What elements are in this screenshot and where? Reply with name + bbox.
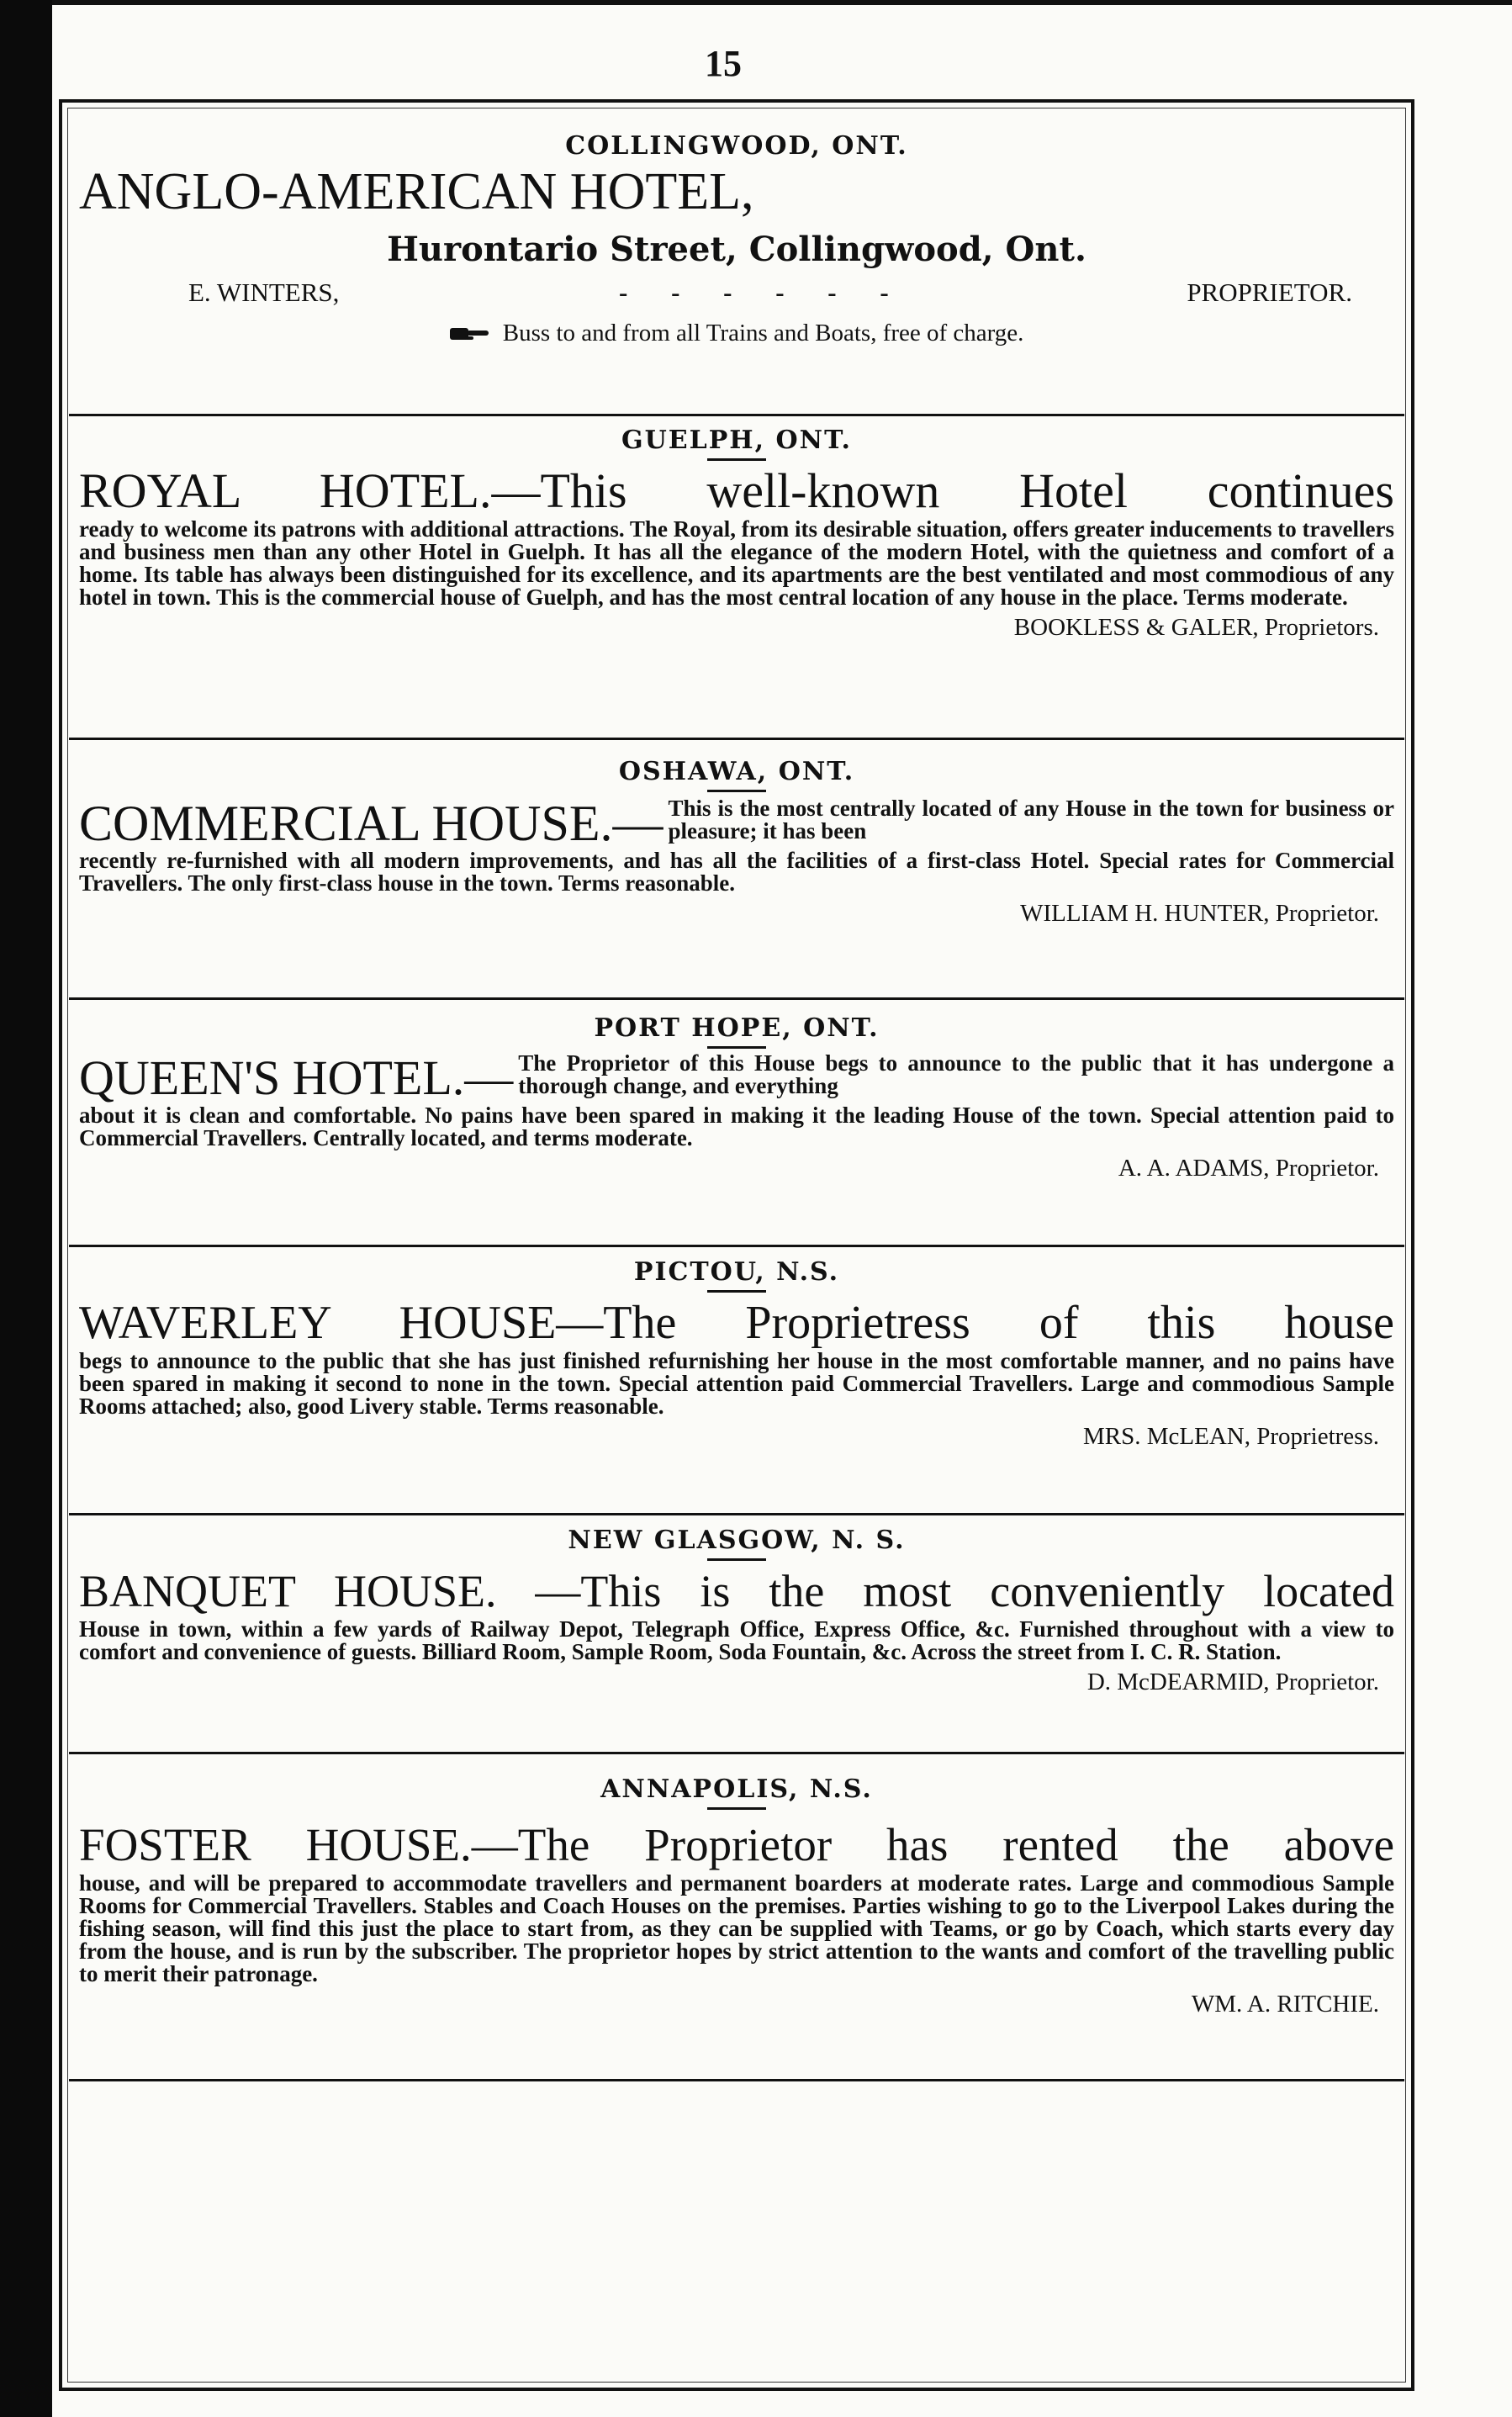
ad-town: ANNAPOLIS, N.S.	[600, 1774, 873, 1804]
ad-town: OSHAWA, ONT.	[618, 757, 855, 786]
hotel-signature: BOOKLESS & GALER, Proprietors.	[1013, 614, 1379, 641]
proprietor-title: PROPRIETOR.	[1187, 278, 1352, 307]
ad-separator	[69, 414, 1404, 416]
ad-royal-hotel	[69, 419, 1404, 740]
transport-note: Buss to and from all Trains and Boats, free of charge.	[502, 320, 1024, 346]
pointing-hand-icon	[450, 325, 489, 343]
hotel-name: QUEEN'S HOTEL.—	[79, 1050, 514, 1105]
hotel-heading-row	[79, 1052, 1394, 1104]
ad-foster-house	[69, 1758, 1404, 2081]
hotel-heading-row	[79, 797, 1394, 849]
ad-separator	[69, 1245, 1404, 1247]
hotel-name: WAVERLEY HOUSE—The Proprietress of this house	[79, 1297, 1394, 1349]
page-number: 15	[705, 43, 742, 84]
hotel-signature: MRS. McLEAN, Proprietress.	[1082, 1423, 1379, 1450]
ad-separator	[69, 1513, 1404, 1515]
hotel-name: ROYAL HOTEL.—This well-known Hotel continues	[79, 463, 1394, 518]
hotel-description: ready to welcome its patrons with additional attractions. The Royal, from its desirable situation, offers greater inducements to travellers and business men than any other Hotel in Guelph. It has all the elegance of the modern Hotel, with the quietness and comfort of a home. Its table has always been distinguished for its excellence, and its apartments are the best ventilated and most commodious of any hotel in town. This is the commercial house of Guelph, and has the most central location of any house in the place. Terms moderate.	[79, 516, 1394, 610]
top-rule	[52, 0, 1512, 5]
town-underline	[707, 790, 766, 792]
ad-separator	[69, 997, 1404, 1000]
hotel-name: BANQUET HOUSE. —This is the most conveniently located	[79, 1566, 1394, 1616]
hotel-description: recently re-furnished with all modern improvements, and has all the facilities of a first-class Hotel. Special rates for Commercial Travellers. The only first-class house in the town. Terms reasonable.	[79, 848, 1394, 896]
hotel-signature: WILLIAM H. HUNTER, Proprietor.	[1020, 900, 1379, 927]
binding-spine	[0, 0, 52, 2417]
hotel-description: about it is clean and comfortable. No pains have been spared in making it the leading House of the town. Special attention paid to Commercial Travellers. Centrally located, and terms moderate.	[79, 1103, 1394, 1150]
ad-town: PICTOU, N.S.	[633, 1257, 840, 1287]
ad-queens-hotel	[69, 1003, 1404, 1247]
ad-town: NEW GLASGOW, N. S.	[568, 1526, 906, 1555]
hotel-name: FOSTER HOUSE.—The Proprietor has rented the above	[79, 1819, 1394, 1870]
hotel-signature: A. A. ADAMS, Proprietor.	[1118, 1155, 1379, 1182]
ad-banquet-house	[69, 1519, 1404, 1754]
hotel-name: COMMERCIAL HOUSE.—	[79, 796, 663, 851]
transport-note-line	[79, 320, 1394, 347]
town-underline	[707, 458, 766, 461]
town-underline	[707, 1290, 766, 1293]
hotel-description: house, and will be prepared to accommodate travellers and permanent boarders at moderate rates. Large and commodious Sample Rooms for Commercial Travellers. Stables and Coach Houses on the premises. Parties wishing to go to the Liverpool Lakes during the fishing season, will find this just the place to start from, as they can be supplied with Teams, or go by Coach, which starts every day from the house, and is run by the subscriber. The proprietor hopes by strict attention to the wants and comfort of the travelling public to merit their patronage.	[79, 1870, 1394, 1986]
ad-anglo-american-hotel	[69, 126, 1404, 416]
hotel-address: Hurontario Street, Collingwood, Ont.	[387, 230, 1086, 269]
ad-town: PORT HOPE, ONT.	[594, 1013, 880, 1043]
hotel-signature: D. McDEARMID, Proprietor.	[1086, 1669, 1379, 1695]
hotel-signature: WM. A. RITCHIE.	[1191, 1991, 1379, 2018]
town-underline	[707, 1046, 766, 1049]
hotel-lead-text: The Proprietor of this House begs to announce to the public that it has undergone a thorough change, and everything	[518, 1050, 1394, 1098]
ad-waverley-house	[69, 1251, 1404, 1515]
hotel-lead-text: This is the most centrally located of any House in the town for business or pleasure; it has been	[668, 796, 1394, 844]
proprietor-dashes: - - - - - -	[619, 278, 907, 307]
ad-separator	[69, 1752, 1404, 1754]
town-underline	[707, 1807, 766, 1810]
town-underline	[707, 1558, 766, 1561]
ad-separator	[69, 738, 1404, 740]
ad-separator	[69, 2079, 1404, 2081]
proprietor-line	[188, 278, 1352, 308]
hotel-name: ANGLO-AMERICAN HOTEL,	[79, 163, 754, 220]
ad-town: GUELPH, ONT.	[621, 426, 852, 455]
proprietor-name: E. WINTERS,	[188, 278, 340, 307]
hotel-description: House in town, within a few yards of Railway Depot, Telegraph Office, Express Office, &c. Furnished throughout with a view to comfort and convenience of guests. Billiard Room, Sample Room, Soda Fountain, &c. Across the street from I. C. R. Station.	[79, 1616, 1394, 1664]
hotel-description: begs to announce to the public that she has just finished refurnishing her house in the most comfortable manner, and no pains have been spared in making it second to none in the town. Special attention paid Commercial Travellers. Large and commodious Sample Rooms attached; also, good Livery stable. Terms reasonable.	[79, 1348, 1394, 1419]
ad-commercial-house	[69, 743, 1404, 1000]
ad-town: COLLINGWOOD, ONT.	[565, 131, 908, 161]
